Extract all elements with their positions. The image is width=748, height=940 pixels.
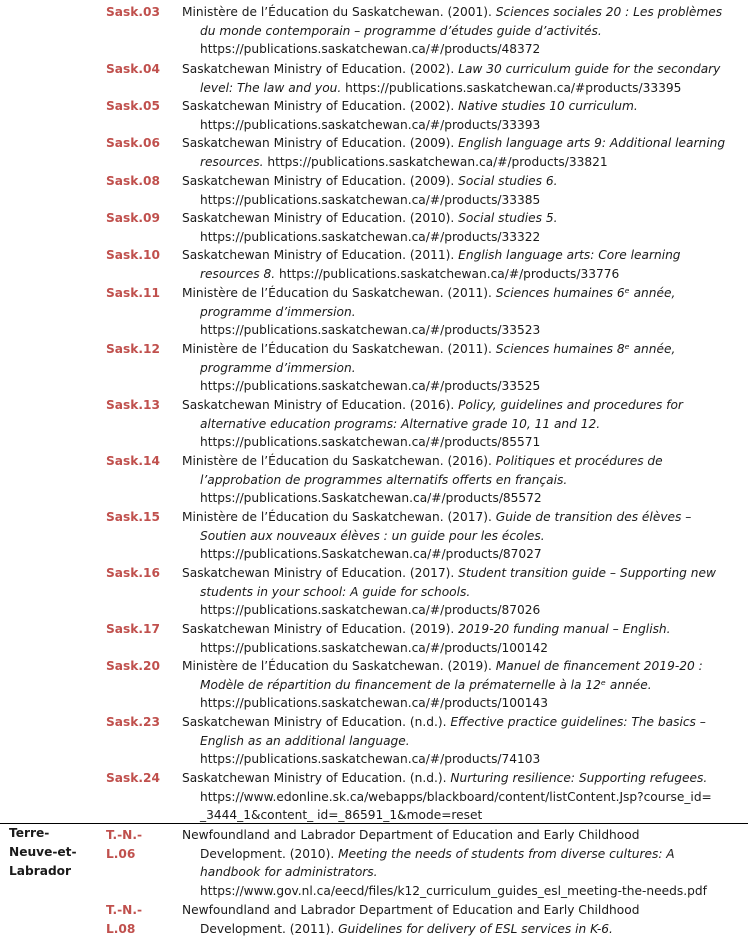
reference-text: Saskatchewan Ministry of Education. (2009). [182,174,459,188]
reference-line [182,489,742,508]
reference-code: Sask.16 [106,566,160,580]
reference-line [182,788,742,807]
reference-title: du monde contemporain – programme d’études guide d’activités. [200,23,602,38]
reference-line [182,172,742,191]
reference-line [182,340,742,359]
reference-line [182,433,742,452]
reference-text: https://publications.saskatchewan.ca/#/products/33525 [200,379,541,394]
reference-code [106,826,176,864]
reference-citation [182,209,742,246]
reference-text: https://publications.saskatchewan.ca/#/products/33776 [275,266,620,281]
reference-line [182,60,742,79]
reference-text: https://publications.saskatchewan.ca/#products/33395 [341,80,682,95]
reference-title: level: The law and you. [200,80,342,95]
reference-title: Meeting the needs of students from diverse cultures: A [338,846,675,861]
reference-line [182,471,742,490]
reference-line [182,713,742,732]
reference-title: English as an additional language. [200,733,410,748]
reference-text: Saskatchewan Ministry of Education. (2009). [182,136,459,150]
reference-line [182,750,742,769]
reference-code-line: T.-N.- [106,903,143,917]
reference-line [182,209,742,228]
reference-title: Policy, guidelines and procedures for [458,398,683,412]
reference-title: programme d’immersion. [200,360,356,375]
reference-citation [182,620,742,657]
reference-code-line: L.08 [106,922,136,936]
reference-code: Sask.12 [106,342,160,356]
reference-text: Saskatchewan Ministry of Education. (n.d.). [182,715,451,729]
reference-text: Ministère de l’Éducation du Saskatchewan. (2001). [182,5,496,19]
reference-text: Ministère de l’Éducation du Saskatchewan. (2019). [182,659,496,673]
reference-text: Saskatchewan Ministry of Education. (2011). [182,248,459,262]
reference-citation [182,826,742,900]
reference-line [182,863,742,882]
reference-title: l’approbation de programmes alternatifs offerts en français. [200,472,568,487]
reference-title: resources. [200,154,264,169]
reference-text: Newfoundland and Labrador Department of Education and Early Childhood [182,828,640,842]
reference-line [182,639,742,658]
reference-citation [182,452,742,508]
reference-line [182,396,742,415]
reference-text: https://publications.saskatchewan.ca/#/products/100142 [200,640,549,655]
reference-line [182,769,742,788]
reference-text: Ministère de l’Éducation du Saskatchewan. (2017). [182,510,496,524]
reference-text: https://publications.saskatchewan.ca/#/products/100143 [200,696,549,711]
reference-code: Sask.14 [106,454,160,468]
reference-code-line: L.06 [106,847,136,861]
reference-text: https://www.edonline.sk.ca/webapps/blackboard/content/listContent.Jsp?course_id= [200,789,712,804]
reference-line [182,732,742,751]
reference-line [182,564,742,583]
reference-text: Saskatchewan Ministry of Education. (2016). [182,398,459,412]
reference-text: https://publications.saskatchewan.ca/#/products/33821 [263,154,608,169]
province-label-line: Terre- [9,826,50,840]
reference-title: English language arts: Core learning [458,248,681,262]
reference-line [182,920,742,939]
reference-title: Soutien aux nouveaux élèves : un guide pour les écoles. [200,528,545,543]
province-label-line: Labrador [9,864,72,878]
reference-line [182,377,742,396]
reference-citation [182,172,742,209]
reference-line [182,116,742,135]
reference-text: Development. (2011). [200,921,339,936]
reference-line [182,882,742,901]
reference-text: Newfoundland and Labrador Department of Education and Early Childhood [182,903,640,917]
reference-line [182,527,742,546]
reference-line [182,508,742,527]
reference-code: Sask.08 [106,174,160,188]
reference-line [182,845,742,864]
reference-code: Sask.06 [106,136,160,150]
reference-text: Saskatchewan Ministry of Education. (2019). [182,622,459,636]
reference-line [182,22,742,41]
reference-citation [182,284,742,340]
reference-title: programme d’immersion. [200,304,356,319]
reference-citation [182,340,742,396]
reference-text: Saskatchewan Ministry of Education. (n.d.). [182,771,451,785]
reference-text: Saskatchewan Ministry of Education. (2002). [182,62,459,76]
reference-title: Guidelines for delivery of ESL services in K-6. [338,921,613,936]
reference-citation [182,97,742,134]
reference-line [182,601,742,620]
reference-citation [182,564,742,620]
reference-line [182,676,742,695]
reference-title: English language arts 9: Additional learning [458,136,726,150]
reference-text: Ministère de l’Éducation du Saskatchewan. (2011). [182,342,496,356]
reference-code: Sask.15 [106,510,160,524]
reference-citation [182,396,742,452]
reference-title: Sciences humaines 6ᵉ année, [495,286,676,300]
reference-line [182,153,742,172]
reference-citation [182,769,742,825]
reference-citation [182,657,742,713]
reference-line [182,452,742,471]
reference-citation [182,713,742,769]
reference-line [182,79,742,98]
reference-text: https://publications.Saskatchewan.ca/#/products/87027 [200,547,542,562]
reference-title: Nurturing resilience: Supporting refugees. [450,771,708,785]
reference-line [182,321,742,340]
reference-citation [182,246,742,283]
reference-line [182,284,742,303]
reference-text: https://publications.saskatchewan.ca/#/products/85571 [200,435,541,450]
reference-line [182,415,742,434]
reference-text: Development. (2010). [200,846,339,861]
reference-title: Social studies 5. [458,211,558,225]
reference-title: Student transition guide – Supporting new [458,566,716,580]
reference-code: Sask.13 [106,398,160,412]
reference-code-line: T.-N.- [106,828,143,842]
reference-line [182,246,742,265]
province-label [9,824,99,881]
reference-text: Saskatchewan Ministry of Education. (2010). [182,211,459,225]
reference-line [182,40,742,59]
reference-code: Sask.17 [106,622,160,636]
reference-title: Law 30 curriculum guide for the secondary [458,62,721,76]
reference-text: https://publications.saskatchewan.ca/#/products/33393 [200,117,541,132]
reference-text: Ministère de l’Éducation du Saskatchewan. (2016). [182,454,496,468]
reference-code: Sask.03 [106,5,160,19]
reference-line [182,901,742,920]
reference-code: Sask.23 [106,715,160,729]
reference-line [182,826,742,845]
reference-line [182,545,742,564]
reference-text: https://publications.Saskatchewan.ca/#/products/85572 [200,491,542,506]
reference-text: _3444_1&content_ id=_86591_1&mode=reset [200,808,483,823]
reference-citation [182,508,742,564]
reference-title: Modèle de répartition du financement de la prématernelle à la 12ᵉ année. [200,677,652,692]
reference-text: https://publications.saskatchewan.ca/#/products/48372 [200,42,541,57]
reference-citation [182,134,742,171]
reference-code [106,901,176,939]
reference-code: Sask.09 [106,211,160,225]
reference-line [182,303,742,322]
reference-title: resources 8. [200,266,276,281]
reference-code: Sask.20 [106,659,160,673]
reference-text: https://publications.saskatchewan.ca/#/products/33322 [200,229,541,244]
reference-title: Manuel de financement 2019-20 : [495,659,703,673]
reference-code: Sask.05 [106,99,160,113]
reference-text: https://publications.saskatchewan.ca/#/products/74103 [200,752,541,767]
reference-line [182,806,742,825]
reference-text: Saskatchewan Ministry of Education. (2002). [182,99,459,113]
reference-line [182,3,742,22]
reference-text: Saskatchewan Ministry of Education. (2017). [182,566,459,580]
reference-title: students in your school: A guide for schools. [200,584,471,599]
reference-code: Sask.04 [106,62,160,76]
reference-line [182,359,742,378]
reference-line [182,191,742,210]
reference-title: Effective practice guidelines: The basics – [450,715,706,729]
reference-line [182,694,742,713]
reference-citation [182,60,742,97]
reference-title: Sciences sociales 20 : Les problèmes [495,5,723,19]
reference-text: https://publications.saskatchewan.ca/#/products/33523 [200,323,541,338]
reference-title: alternative education programs: Alternative grade 10, 11 and 12. [200,416,601,431]
province-label-line: Neuve-et- [9,845,77,859]
reference-line [182,97,742,116]
reference-citation [182,3,742,59]
reference-line [182,228,742,247]
province-divider [0,823,748,824]
reference-code: Sask.24 [106,771,160,785]
reference-title: Politiques et procédures de [495,454,663,468]
reference-title: Social studies 6. [458,174,558,188]
reference-code: Sask.11 [106,286,160,300]
reference-title: Guide de transition des élèves – [495,510,692,524]
reference-line [182,620,742,639]
reference-text: Ministère de l’Éducation du Saskatchewan. (2011). [182,286,496,300]
reference-text: https://publications.saskatchewan.ca/#/products/87026 [200,603,541,618]
reference-title: Sciences humaines 8ᵉ année, [495,342,676,356]
reference-line [182,583,742,602]
reference-text: https://publications.saskatchewan.ca/#/products/33385 [200,192,541,207]
reference-text: https://www.gov.nl.ca/eecd/files/k12_curriculum_guides_esl_meeting-the-needs.pdf [200,883,707,898]
reference-line [182,657,742,676]
reference-title: Native studies 10 curriculum. [458,99,638,113]
reference-line [182,265,742,284]
reference-title: 2019-20 funding manual – English. [458,622,671,636]
reference-code: Sask.10 [106,248,160,262]
reference-citation [182,901,742,938]
reference-line [182,134,742,153]
reference-title: handbook for administrators. [200,865,378,880]
